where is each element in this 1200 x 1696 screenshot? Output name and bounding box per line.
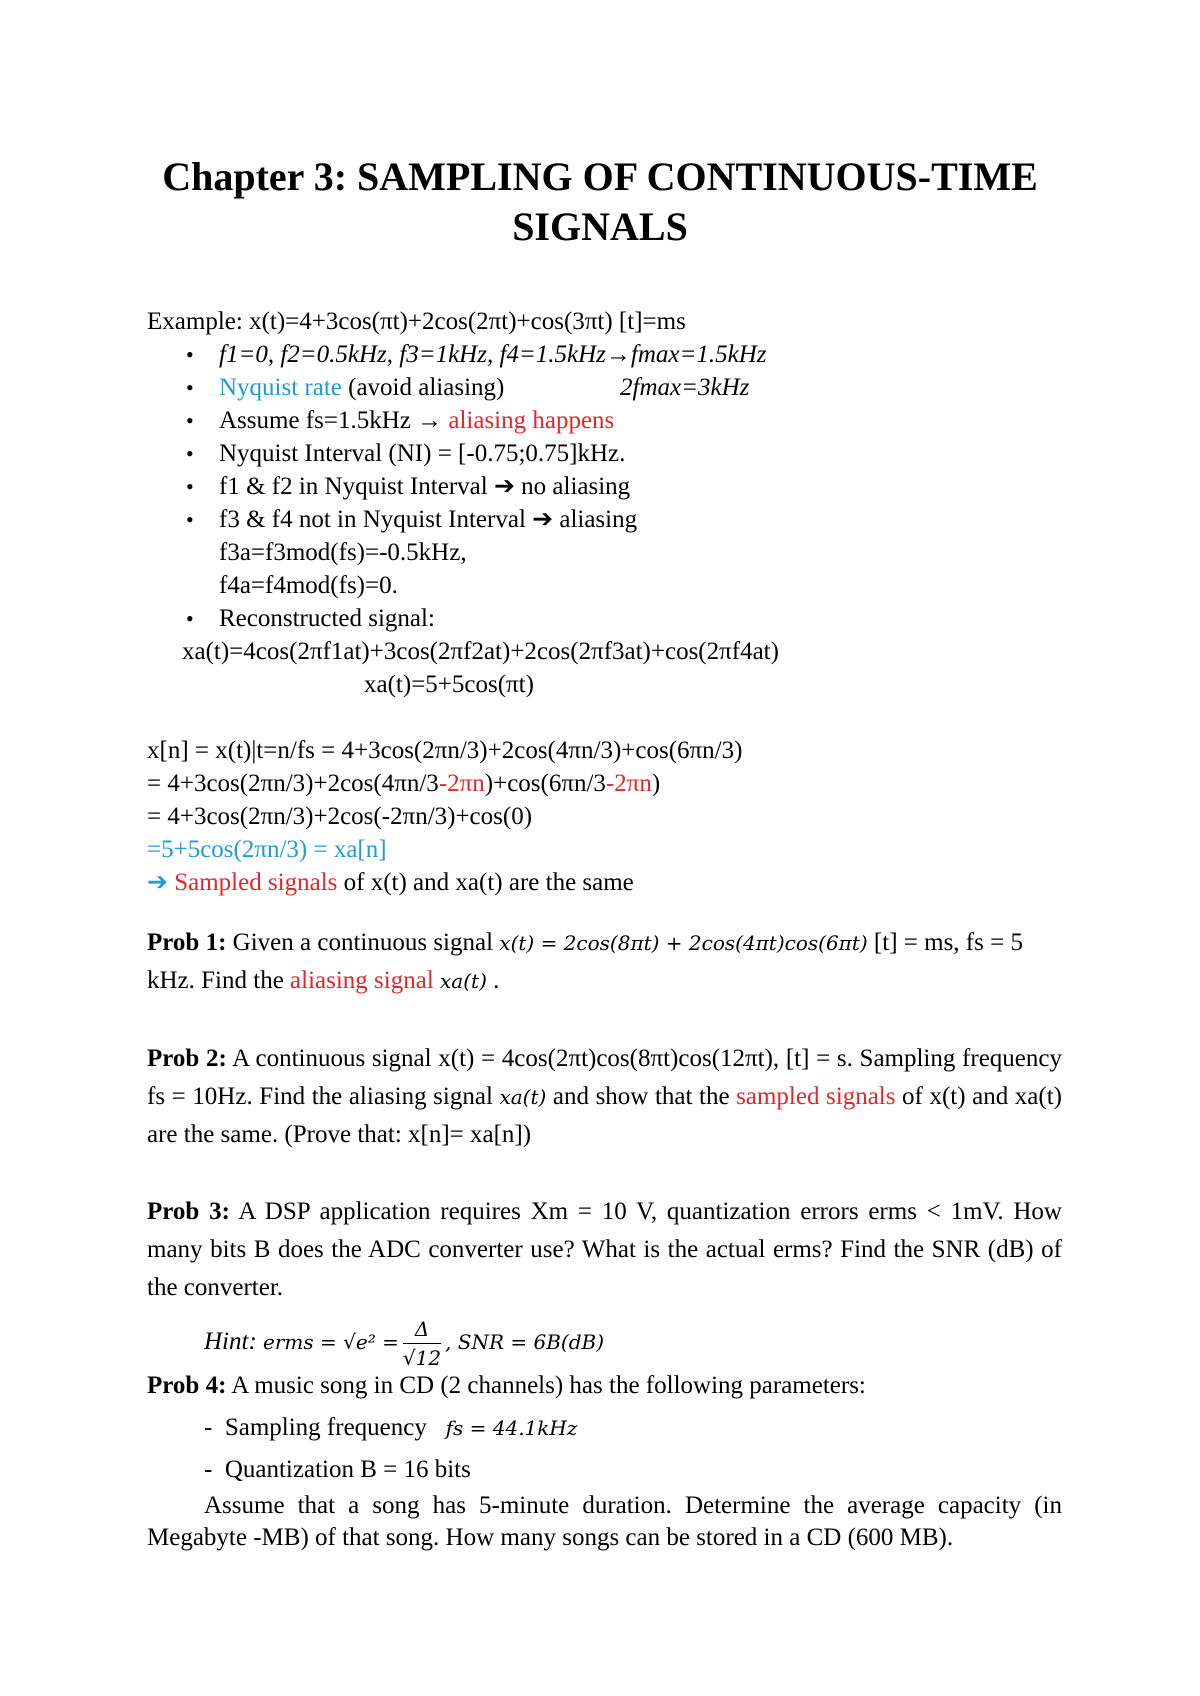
prob-1-end: . (486, 967, 500, 994)
prob-1-text-c: kHz. Find the (147, 967, 291, 994)
bullet-assume (219, 405, 614, 437)
prob-3 (147, 1193, 1062, 1307)
bullet-frequencies: f1=0, f2=0.5kHz, f3=1kHz, f4=1.5kHz→fmax=1.5kHz (219, 341, 767, 368)
prob-4-heading (147, 1370, 866, 1402)
bullet-icon: • (186, 474, 194, 499)
derivation-line-1: x[n] = x(t)|t=n/fs = 4+3cos(2πn/3)+2cos(4πn/3)+cos(6πn/3) (147, 737, 743, 764)
prob-1-xa: xa(t) (440, 969, 487, 993)
prob-4-item-2-text: Quantization B = 16 bits (224, 1456, 471, 1483)
prob-3-text: A DSP application requires Xm = 10 V, quantization errors erms < 1mV. How many bits B does the ADC converter use? What is the actual erms? Find the SNR (dB) of the converter. (147, 1198, 1062, 1301)
dash-icon: - (204, 1456, 225, 1483)
hint-fraction (403, 1315, 441, 1372)
prob-2-text-b: and show that the (546, 1083, 737, 1110)
bullet-icon: • (186, 441, 194, 466)
nyquist-rate-rest: (avoid aliasing) (341, 374, 505, 401)
derivation-red-2: -2πn (605, 770, 652, 797)
aliasing-happens: aliasing happens (448, 407, 615, 434)
chapter-title (0, 152, 1200, 252)
hint-label: Hint: (204, 1328, 264, 1355)
prob-4-item-1 (204, 1412, 577, 1444)
prob-2-text-c: of x(t) and xa(t) are the same. (Prove that: x[n]= xa[n]) (147, 1083, 1062, 1148)
derivation-conclusion (147, 867, 634, 899)
assume-text: Assume fs=1.5kHz → (219, 407, 449, 434)
prob-4-item-1-label: Sampling frequency (224, 1414, 427, 1441)
hint-numerator: Δ (403, 1315, 441, 1344)
prob-2-xa: xa(t) (499, 1085, 547, 1109)
bullet-f3-f4: f3 & f4 not in Nyquist Interval ➔ aliasing (219, 506, 638, 533)
bullet-nyquist-interval: Nyquist Interval (NI) = [-0.75;0.75]kHz. (219, 440, 626, 467)
derivation-line-3: = 4+3cos(2πn/3)+2cos(-2πn/3)+cos(0) (147, 803, 533, 830)
prob-1-text-b: [t] = ms, fs = 5 (867, 929, 1023, 956)
prob-4-item-2 (204, 1454, 471, 1486)
example-signal: x(t)=4+3cos(πt)+2cos(2πt)+cos(3πt) [t]=ms (249, 308, 686, 335)
derivation-conclusion-rest: of x(t) and xa(t) are the same (337, 869, 634, 896)
bullet-icon: • (186, 342, 194, 367)
prob-1-equation: x(t) = 2cos(8πt) + 2cos(4πt)cos(6πt) (499, 931, 868, 955)
f3a-line: f3a=f3mod(fs)=-0.5kHz, (219, 539, 467, 566)
title-line-2: SIGNALS (512, 204, 688, 249)
bullet-icon: • (186, 507, 194, 532)
bullet-icon: • (186, 408, 194, 433)
derivation-line-2-a: = 4+3cos(2πn/3)+2cos(4πn/3 (147, 770, 439, 797)
prob-4-intro: A music song in CD (2 channels) has the following parameters: (226, 1372, 866, 1399)
prob-1-aliasing-signal: aliasing signal (290, 967, 434, 994)
prob-3-hint (204, 1312, 604, 1372)
prob-1 (147, 924, 1062, 1000)
hint-rhs: , SNR = 6B(dB) (445, 1330, 605, 1354)
prob-4-item-1-eq: fs = 44.1kHz (445, 1416, 578, 1440)
prob-1-label: Prob 1: (147, 929, 227, 956)
reconstructed-eq-2: xa(t)=5+5cos(πt) (364, 671, 534, 698)
derivation-red-1: -2πn (438, 770, 485, 797)
bullet-icon: • (186, 375, 194, 400)
prob-2 (147, 1040, 1062, 1154)
reconstructed-eq-1: xa(t)=4cos(2πf1at)+3cos(2πf2at)+2cos(2πf3at)+cos(2πf4at) (182, 638, 779, 665)
nyquist-rate-label: Nyquist rate (219, 374, 342, 401)
prob-1-text-a: Given a continuous signal (226, 929, 500, 956)
nyquist-rate-value: 2fmax=3kHz (620, 374, 750, 401)
hint-denominator: √12 (402, 1345, 442, 1370)
prob-2-sampled-signals: sampled signals (736, 1083, 896, 1110)
hint-lhs: erms = √e² = (263, 1330, 399, 1354)
derivation-line-2-b: )+cos(6πn/3 (484, 770, 606, 797)
derivation-line-2 (147, 768, 660, 800)
arrow-icon: ➔ (147, 869, 175, 896)
prob-2-text-a: A continuous signal x(t) = 4cos(2πt)cos(8πt)cos(12πt), [t] = s. Sampling frequency fs = 10Hz. Find the aliasing signal (147, 1045, 1062, 1110)
title-line-1: Chapter 3: SAMPLING OF CONTINUOUS-TIME (162, 154, 1038, 199)
prob-2-label: Prob 2: (147, 1045, 227, 1072)
dash-icon: - (204, 1414, 225, 1441)
prob-4-label: Prob 4: (147, 1372, 227, 1399)
prob-4-body: Assume that a song has 5-minute duration. Determine the average capacity (in Megabyte -MB) of that song. How many songs can be stored in a CD (600 MB). (147, 1492, 1062, 1551)
prob-3-label: Prob 3: (147, 1198, 230, 1225)
bullet-f1-f2: f1 & f2 in Nyquist Interval ➔ no aliasing (219, 473, 631, 500)
sampled-signals-label: Sampled signals (174, 869, 338, 896)
example-label: Example: (147, 308, 250, 335)
example-line (147, 306, 686, 338)
f4a-line: f4a=f4mod(fs)=0. (219, 572, 398, 599)
bullet-nyquist-rate (219, 372, 504, 404)
derivation-line-2-c: ) (651, 770, 661, 797)
bullet-icon: • (186, 606, 194, 631)
derivation-line-4: =5+5cos(2πn/3) = xa[n] (147, 836, 387, 863)
bullet-reconstructed: Reconstructed signal: (219, 605, 435, 632)
